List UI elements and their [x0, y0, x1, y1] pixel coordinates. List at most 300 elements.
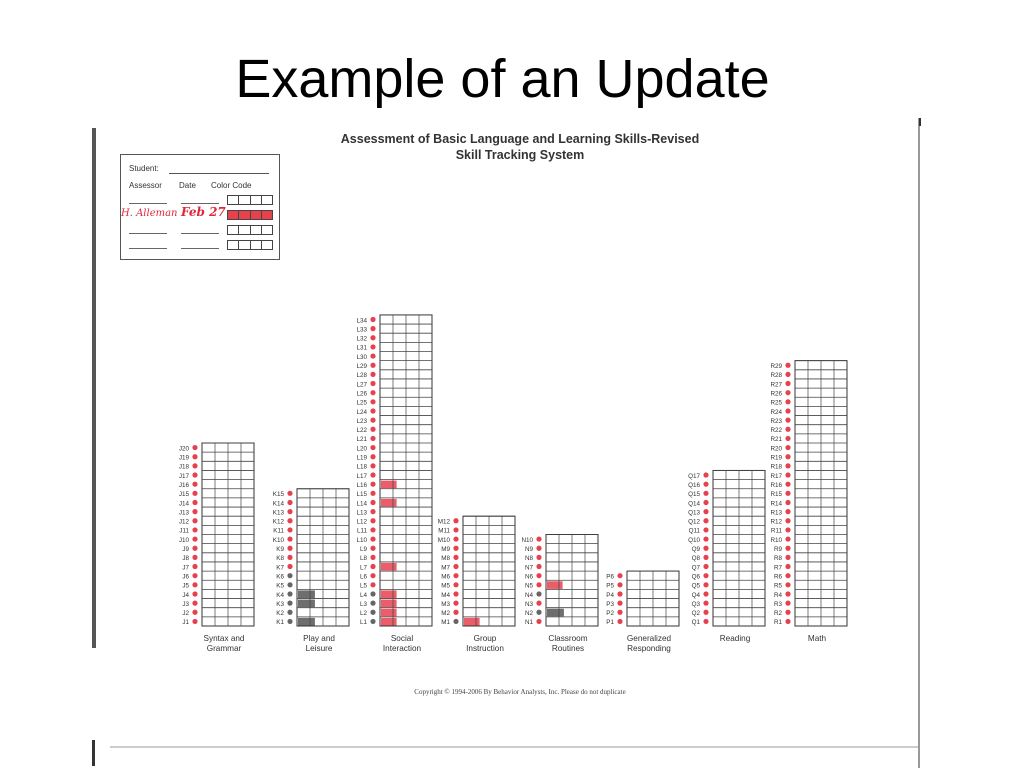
skill-id-label: L24	[356, 408, 367, 416]
skill-id-label: L33	[356, 326, 367, 334]
skill-id-label: R24	[770, 408, 782, 416]
skill-id-label: Q1	[691, 619, 700, 627]
skill-dot-red	[192, 591, 197, 596]
skill-id-label: L32	[356, 335, 367, 343]
skill-id-label: J20	[178, 445, 189, 453]
skill-dot-red	[703, 582, 708, 587]
skill-id-label: L11	[356, 527, 367, 535]
skill-cell-filled-red	[381, 563, 397, 571]
skill-dot-red	[287, 555, 292, 560]
skill-id-label: R2	[773, 610, 782, 618]
skill-dot-red	[192, 555, 197, 560]
skill-dot-gray	[370, 619, 375, 624]
skill-dot-red	[370, 390, 375, 395]
date-label: Date	[179, 181, 196, 190]
skill-row	[770, 425, 847, 434]
skill-dot-red	[287, 491, 292, 496]
skill-id-label: R16	[770, 481, 782, 489]
student-label: Student:	[129, 164, 159, 173]
skill-row	[441, 599, 515, 608]
skill-id-label: N8	[524, 555, 533, 563]
skill-row	[276, 544, 349, 553]
skill-id-label: N5	[524, 582, 533, 590]
skill-id-label: L1	[359, 619, 367, 627]
skill-dot-red	[703, 610, 708, 615]
skill-row	[179, 516, 254, 525]
skill-dot-red	[785, 445, 790, 450]
skill-id-label: J16	[178, 481, 189, 489]
skill-dot-red	[617, 582, 622, 587]
skill-row	[438, 516, 515, 525]
skill-row	[774, 562, 847, 571]
skill-row	[692, 617, 765, 626]
skill-id-label: L5	[359, 582, 367, 590]
skill-id-label: Q6	[691, 573, 700, 581]
skill-id-label: K8	[276, 555, 284, 563]
skill-id-label: M4	[441, 591, 450, 599]
skill-row	[356, 416, 432, 425]
skill-id-label: M2	[441, 610, 450, 618]
skill-dot-red	[703, 500, 708, 505]
skill-id-label: K3	[276, 600, 284, 608]
skill-dot-red	[785, 500, 790, 505]
skill-id-label: R17	[770, 472, 782, 480]
skill-dot-red	[703, 482, 708, 487]
skill-id-label: L23	[356, 417, 367, 425]
skill-row	[356, 342, 432, 351]
skill-id-label: L29	[356, 363, 367, 370]
skill-row	[774, 589, 847, 598]
skill-dot-gray	[453, 619, 458, 624]
skill-row	[273, 489, 349, 498]
skill-id-label: L13	[356, 509, 367, 517]
skill-row	[525, 617, 598, 626]
skill-dot-gray	[370, 591, 375, 596]
skill-row	[179, 480, 254, 489]
section-label-line1: Syntax and	[203, 634, 245, 643]
skill-id-label: K1	[276, 619, 284, 627]
skill-dot-red	[370, 344, 375, 349]
skill-row	[525, 589, 598, 598]
skill-id-label: J4	[182, 591, 189, 599]
skill-row	[182, 617, 254, 626]
skill-id-label: J11	[179, 527, 189, 535]
skill-dot-red	[453, 582, 458, 587]
skill-dot-red	[192, 482, 197, 487]
skill-row	[273, 535, 349, 544]
skill-row	[692, 562, 765, 571]
skill-id-label: K15	[272, 491, 284, 499]
skill-row	[692, 553, 765, 562]
skill-dot-red	[785, 408, 790, 413]
skill-row	[688, 535, 765, 544]
skill-row	[770, 461, 847, 470]
skill-dot-red	[536, 546, 541, 551]
skill-id-label: L34	[356, 317, 367, 325]
skill-row	[276, 562, 349, 571]
skill-row	[525, 599, 598, 608]
skill-id-label: L25	[356, 399, 367, 407]
skill-id-label: L22	[356, 427, 367, 435]
skill-id-label: L4	[359, 591, 367, 599]
skill-row	[356, 370, 432, 379]
skill-row	[774, 571, 847, 580]
skill-column-m	[438, 516, 515, 653]
skill-dot-red	[785, 555, 790, 560]
skill-column-k	[273, 489, 349, 653]
skill-dot-gray	[287, 591, 292, 596]
skill-dot-red	[453, 591, 458, 596]
skill-dot-red	[703, 472, 708, 477]
skill-dot-red	[785, 619, 790, 624]
skill-dot-red	[785, 363, 790, 368]
skill-id-label: J6	[182, 573, 189, 581]
skill-dot-red	[287, 536, 292, 541]
skill-dot-red	[192, 573, 197, 578]
skill-dot-red	[192, 536, 197, 541]
skill-row	[770, 370, 847, 379]
skill-dot-red	[370, 527, 375, 532]
skill-id-label: J14	[178, 500, 189, 508]
section-label-line1: Generalized	[626, 634, 672, 643]
skill-id-label: K6	[276, 573, 284, 581]
skill-row	[179, 498, 254, 507]
skill-row	[360, 599, 432, 608]
skill-id-label: M8	[441, 555, 450, 563]
skill-dot-red	[192, 445, 197, 450]
skill-row	[276, 617, 349, 626]
skill-row	[357, 525, 432, 534]
skill-id-label: Q13	[688, 509, 700, 517]
skill-row	[179, 525, 254, 534]
skill-dot-red	[370, 546, 375, 551]
skill-id-label: L31	[356, 344, 367, 352]
skill-row	[356, 461, 432, 470]
skill-id-label: L26	[356, 390, 367, 398]
skill-dot-red	[785, 427, 790, 432]
skill-id-label: N10	[521, 536, 533, 544]
skill-row	[276, 608, 349, 617]
skill-row	[182, 544, 254, 553]
skill-dot-red	[192, 546, 197, 551]
skill-dot-red	[370, 326, 375, 331]
skill-dot-gray	[287, 610, 292, 615]
skill-dot-red	[192, 564, 197, 569]
skill-dot-red	[192, 463, 197, 468]
skill-row	[606, 599, 679, 608]
skill-row	[360, 553, 432, 562]
skill-id-label: L19	[356, 454, 367, 462]
skill-row	[688, 498, 765, 507]
skill-id-label: Q2	[691, 610, 700, 618]
skill-cell-filled-red	[381, 618, 397, 626]
skill-column-r	[770, 361, 847, 643]
skill-row	[360, 544, 432, 553]
skill-id-label: Q3	[691, 600, 700, 608]
skill-id-label: M6	[441, 573, 450, 581]
skill-row	[356, 425, 432, 434]
skill-dot-red	[287, 509, 292, 514]
skill-dot-red	[785, 390, 790, 395]
skill-dot-red	[785, 536, 790, 541]
skill-dot-red	[536, 564, 541, 569]
skill-row	[692, 608, 765, 617]
skill-id-label: Q4	[691, 591, 700, 599]
skill-row	[356, 498, 432, 507]
skill-id-label: M3	[441, 600, 450, 608]
skill-dot-red	[703, 619, 708, 624]
skill-row	[688, 489, 765, 498]
skill-row	[179, 507, 254, 516]
skill-id-label: L7	[359, 564, 367, 572]
section-label-line2: Interaction	[382, 644, 422, 653]
skill-row	[182, 580, 254, 589]
skill-row	[689, 525, 765, 534]
skill-dot-red	[370, 582, 375, 587]
skill-id-label: M10	[437, 536, 450, 544]
skill-row	[774, 617, 847, 626]
skill-dot-red	[536, 573, 541, 578]
skill-row	[525, 562, 598, 571]
skill-dot-red	[536, 601, 541, 606]
skill-dot-red	[785, 372, 790, 377]
skill-dot-red	[370, 509, 375, 514]
skill-dot-red	[370, 418, 375, 423]
skill-row	[441, 617, 515, 626]
skill-id-label: J17	[178, 472, 189, 480]
skill-row	[179, 489, 254, 498]
skill-column-p	[606, 571, 679, 653]
skill-dot-red	[703, 536, 708, 541]
skill-column-n	[521, 535, 598, 654]
skill-row	[438, 525, 515, 534]
skill-row	[356, 489, 432, 498]
skill-id-label: P6	[606, 573, 614, 581]
skill-dot-red	[785, 610, 790, 615]
skill-dot-red	[370, 317, 375, 322]
skill-dot-red	[370, 555, 375, 560]
skill-id-label: R28	[770, 372, 782, 380]
skill-dot-red	[192, 472, 197, 477]
skill-id-label: R25	[770, 399, 782, 407]
skill-dot-red	[370, 408, 375, 413]
skill-id-label: J13	[178, 509, 189, 517]
skill-row	[441, 580, 515, 589]
skill-id-label: N2	[524, 610, 533, 618]
skill-id-label: R3	[773, 600, 782, 608]
skill-id-label: R21	[770, 436, 782, 444]
skill-row	[770, 397, 847, 406]
skill-row	[770, 535, 847, 544]
skill-row	[606, 608, 679, 617]
skill-id-label: N7	[524, 564, 533, 572]
skill-id-label: L14	[356, 500, 367, 508]
skill-row	[273, 525, 349, 534]
skill-dot-red	[703, 518, 708, 523]
skill-cell-filled-dark	[298, 590, 315, 598]
skill-dot-red	[617, 573, 622, 578]
skill-dot-red	[287, 527, 292, 532]
skill-row	[179, 470, 254, 479]
skill-id-label: R4	[773, 591, 782, 599]
skill-row	[525, 580, 598, 589]
skill-cell-filled-red	[464, 618, 480, 626]
skill-row	[360, 617, 432, 626]
skill-row	[774, 599, 847, 608]
skill-id-label: R7	[773, 564, 782, 572]
skill-dot-red	[703, 491, 708, 496]
skill-id-label: P3	[606, 600, 614, 608]
skill-row	[692, 580, 765, 589]
skill-row	[606, 580, 679, 589]
skill-id-label: R26	[770, 390, 782, 398]
skill-row	[771, 525, 847, 534]
skill-row	[179, 535, 254, 544]
skill-id-label: L10	[356, 536, 367, 544]
skill-dot-red	[703, 555, 708, 560]
skill-id-label: L2	[359, 610, 367, 618]
skill-dot-red	[370, 573, 375, 578]
skill-id-label: N4	[524, 591, 533, 599]
skill-dot-red	[370, 372, 375, 377]
skill-id-label: J8	[182, 555, 189, 563]
skill-id-label: Q14	[688, 500, 700, 508]
skill-id-label: R6	[773, 573, 782, 581]
skill-dot-red	[785, 399, 790, 404]
skill-row	[356, 324, 432, 333]
skill-row	[356, 388, 432, 397]
skill-row	[770, 443, 847, 452]
skill-cell-filled-red	[547, 581, 563, 589]
skill-dot-red	[192, 454, 197, 459]
section-label-line1: Play and	[303, 634, 335, 643]
skill-row	[770, 516, 847, 525]
skill-id-label: J19	[178, 454, 189, 462]
section-label-line2: Grammar	[206, 644, 242, 653]
skill-id-label: P1	[606, 619, 614, 627]
skill-id-label: N6	[524, 573, 533, 581]
skill-id-label: L27	[356, 381, 367, 389]
skill-row	[182, 608, 254, 617]
skill-dot-red	[703, 527, 708, 532]
skill-id-label: R12	[770, 518, 782, 526]
skill-row	[688, 470, 765, 479]
skill-row	[276, 553, 349, 562]
skill-id-label: R18	[770, 463, 782, 471]
skill-dot-red	[370, 436, 375, 441]
skill-id-label: L15	[356, 491, 367, 499]
skill-row	[606, 571, 679, 580]
skill-row	[774, 544, 847, 553]
skill-dot-red	[703, 591, 708, 596]
skill-cell-filled-red	[381, 609, 397, 617]
skill-row	[770, 498, 847, 507]
skill-dot-red	[536, 555, 541, 560]
skill-cell-filled-red	[381, 499, 397, 507]
skill-dot-red	[785, 454, 790, 459]
skill-row	[774, 580, 847, 589]
skill-dot-red	[192, 601, 197, 606]
skill-dot-gray	[287, 619, 292, 624]
skill-id-label: K11	[273, 527, 284, 535]
skill-row	[273, 516, 349, 525]
skill-dot-red	[287, 500, 292, 505]
skill-id-label: Q12	[688, 518, 700, 526]
skill-id-label: L18	[356, 463, 367, 471]
skill-row	[770, 388, 847, 397]
skill-row	[441, 589, 515, 598]
skill-row	[441, 571, 515, 580]
skill-dot-red	[536, 582, 541, 587]
slide-title: Example of an Update	[235, 49, 770, 109]
section-label-line2: Leisure	[305, 644, 333, 653]
skill-id-label: M7	[441, 564, 450, 572]
skill-row	[182, 553, 254, 562]
skill-row	[525, 571, 598, 580]
skill-id-label: L20	[356, 445, 367, 453]
skill-row	[688, 507, 765, 516]
skill-dot-red	[785, 573, 790, 578]
skill-row	[182, 589, 254, 598]
section-label-line1: Social	[390, 634, 414, 643]
skill-row	[356, 507, 432, 516]
skill-row	[770, 489, 847, 498]
skill-dot-red	[453, 555, 458, 560]
skill-row	[182, 562, 254, 571]
skill-row	[441, 553, 515, 562]
skill-dot-red	[192, 518, 197, 523]
skill-id-label: Q9	[691, 546, 700, 553]
skill-id-label: J7	[182, 564, 189, 572]
skill-id-label: Q8	[691, 555, 700, 563]
skill-row	[774, 608, 847, 617]
skill-dot-red	[370, 564, 375, 569]
skill-id-label: P2	[606, 610, 614, 618]
skill-row	[356, 333, 432, 342]
skill-dot-red	[785, 591, 790, 596]
skill-dot-red	[785, 546, 790, 551]
skill-row	[276, 580, 349, 589]
skill-row	[182, 599, 254, 608]
skill-dot-red	[703, 564, 708, 569]
skill-cell-filled-red	[381, 481, 397, 489]
skill-dot-red	[453, 518, 458, 523]
skill-id-label: R20	[770, 445, 782, 453]
skill-row	[770, 361, 847, 370]
skill-dot-red	[192, 582, 197, 587]
skill-dot-red	[287, 546, 292, 551]
skill-row	[276, 589, 349, 598]
skill-row	[356, 406, 432, 415]
skill-id-label: L9	[359, 546, 367, 553]
handwritten-date: Feb 27	[181, 205, 226, 219]
skill-column-q	[688, 470, 765, 643]
skill-row	[360, 589, 432, 598]
skill-row	[441, 608, 515, 617]
skill-dot-gray	[370, 601, 375, 606]
skill-dot-red	[617, 601, 622, 606]
skill-id-label: L3	[359, 600, 367, 608]
section-label-line2: Responding	[627, 644, 671, 653]
skill-id-label: J2	[182, 610, 189, 618]
skill-row	[525, 553, 598, 562]
skill-id-label: R8	[773, 555, 782, 563]
skill-dot-red	[453, 601, 458, 606]
skill-row	[356, 361, 432, 370]
skill-row	[770, 434, 847, 443]
skill-row	[525, 608, 598, 617]
skill-id-label: R14	[770, 500, 782, 508]
